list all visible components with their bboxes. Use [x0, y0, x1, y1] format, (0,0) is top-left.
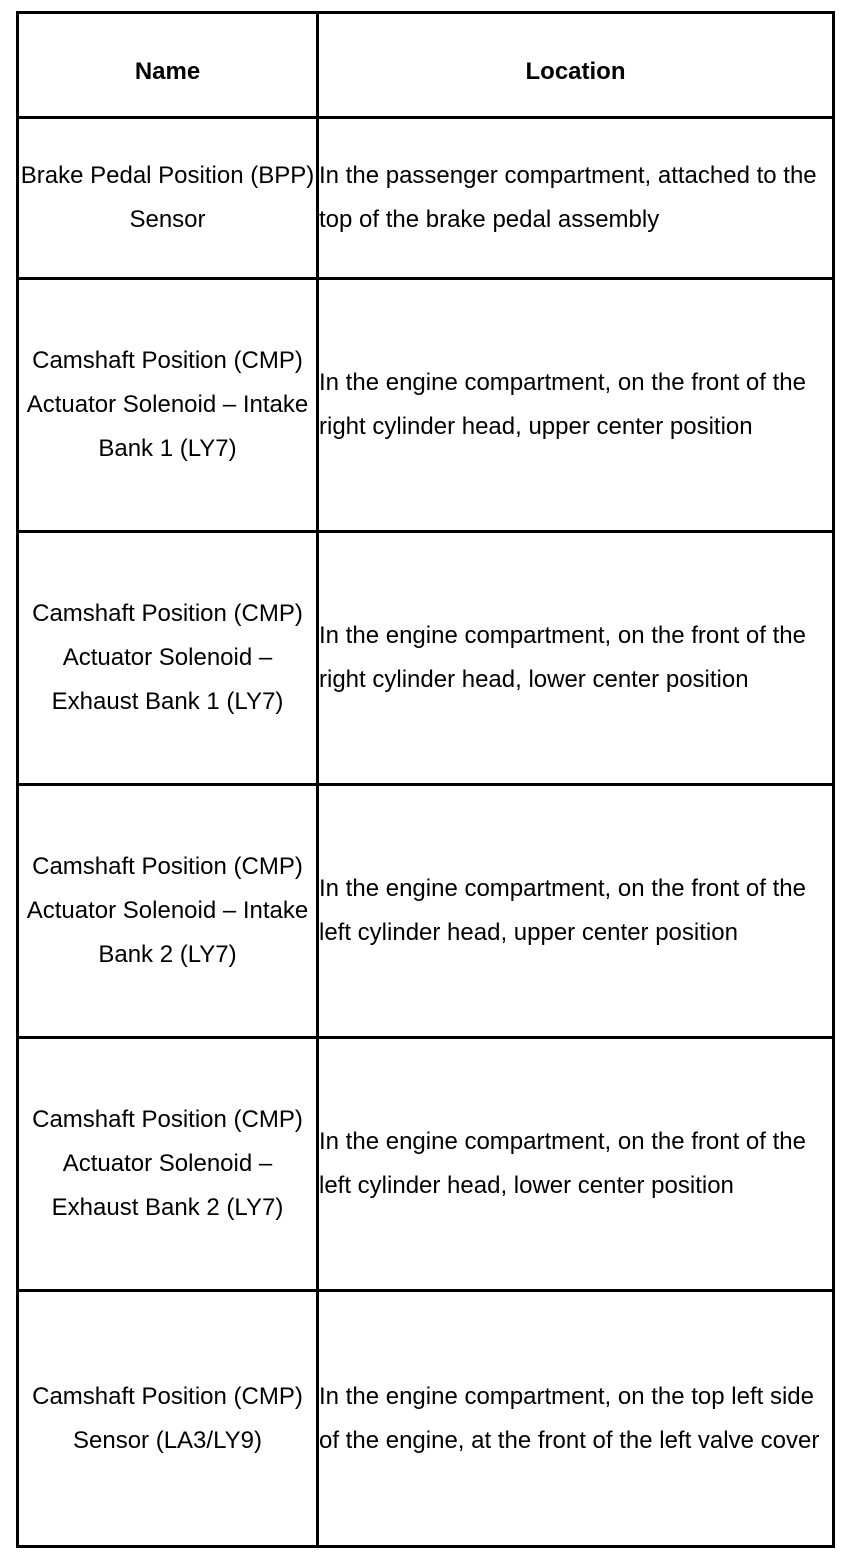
- component-name: Camshaft Position (CMP) Actuator Solenoid – Exhaust Bank 1 (LY7): [32, 600, 303, 715]
- component-location-cell: [318, 1291, 834, 1547]
- component-location-cell: [318, 279, 834, 532]
- component-name: Camshaft Position (CMP) Sensor (LA3/LY9): [32, 1382, 303, 1454]
- component-location: In the engine compartment, on the top left side of the engine, at the front of the left valve cover: [319, 1382, 820, 1454]
- table-row: [18, 118, 834, 279]
- component-name: Camshaft Position (CMP) Actuator Solenoid – Exhaust Bank 2 (LY7): [32, 1106, 303, 1221]
- component-location-cell: [318, 532, 834, 785]
- component-location-cell: [318, 785, 834, 1038]
- component-location-cell: [318, 1038, 834, 1291]
- component-name: Camshaft Position (CMP) Actuator Solenoid – Intake Bank 2 (LY7): [26, 853, 309, 968]
- component-name-cell: [18, 118, 318, 279]
- component-location: In the engine compartment, on the front of the right cylinder head, lower center position: [319, 622, 806, 693]
- component-location-table: [16, 11, 835, 1548]
- table-row: [18, 1038, 834, 1291]
- component-name-cell: [18, 1291, 318, 1547]
- component-name-cell: [18, 785, 318, 1038]
- table-row: [18, 532, 834, 785]
- component-location: In the passenger compartment, attached to the top of the brake pedal assembly: [319, 162, 817, 233]
- component-location-cell: [318, 118, 834, 279]
- component-name: Brake Pedal Position (BPP) Sensor: [20, 162, 315, 233]
- table-row: [18, 279, 834, 532]
- component-location: In the engine compartment, on the front of the right cylinder head, upper center position: [319, 369, 806, 440]
- component-name-cell: [18, 1038, 318, 1291]
- table-row: [18, 785, 834, 1038]
- component-location: In the engine compartment, on the front of the left cylinder head, lower center position: [319, 1128, 806, 1199]
- component-name: Camshaft Position (CMP) Actuator Solenoid – Intake Bank 1 (LY7): [26, 347, 309, 462]
- column-header-location: Location: [318, 13, 834, 118]
- table-body: [18, 118, 834, 1547]
- component-name-cell: [18, 532, 318, 785]
- table-row: [18, 1291, 834, 1547]
- header-row: [18, 13, 834, 118]
- component-location: In the engine compartment, on the front of the left cylinder head, upper center position: [319, 875, 806, 946]
- table-header: [18, 13, 834, 118]
- component-name-cell: [18, 279, 318, 532]
- column-header-name: Name: [18, 13, 318, 118]
